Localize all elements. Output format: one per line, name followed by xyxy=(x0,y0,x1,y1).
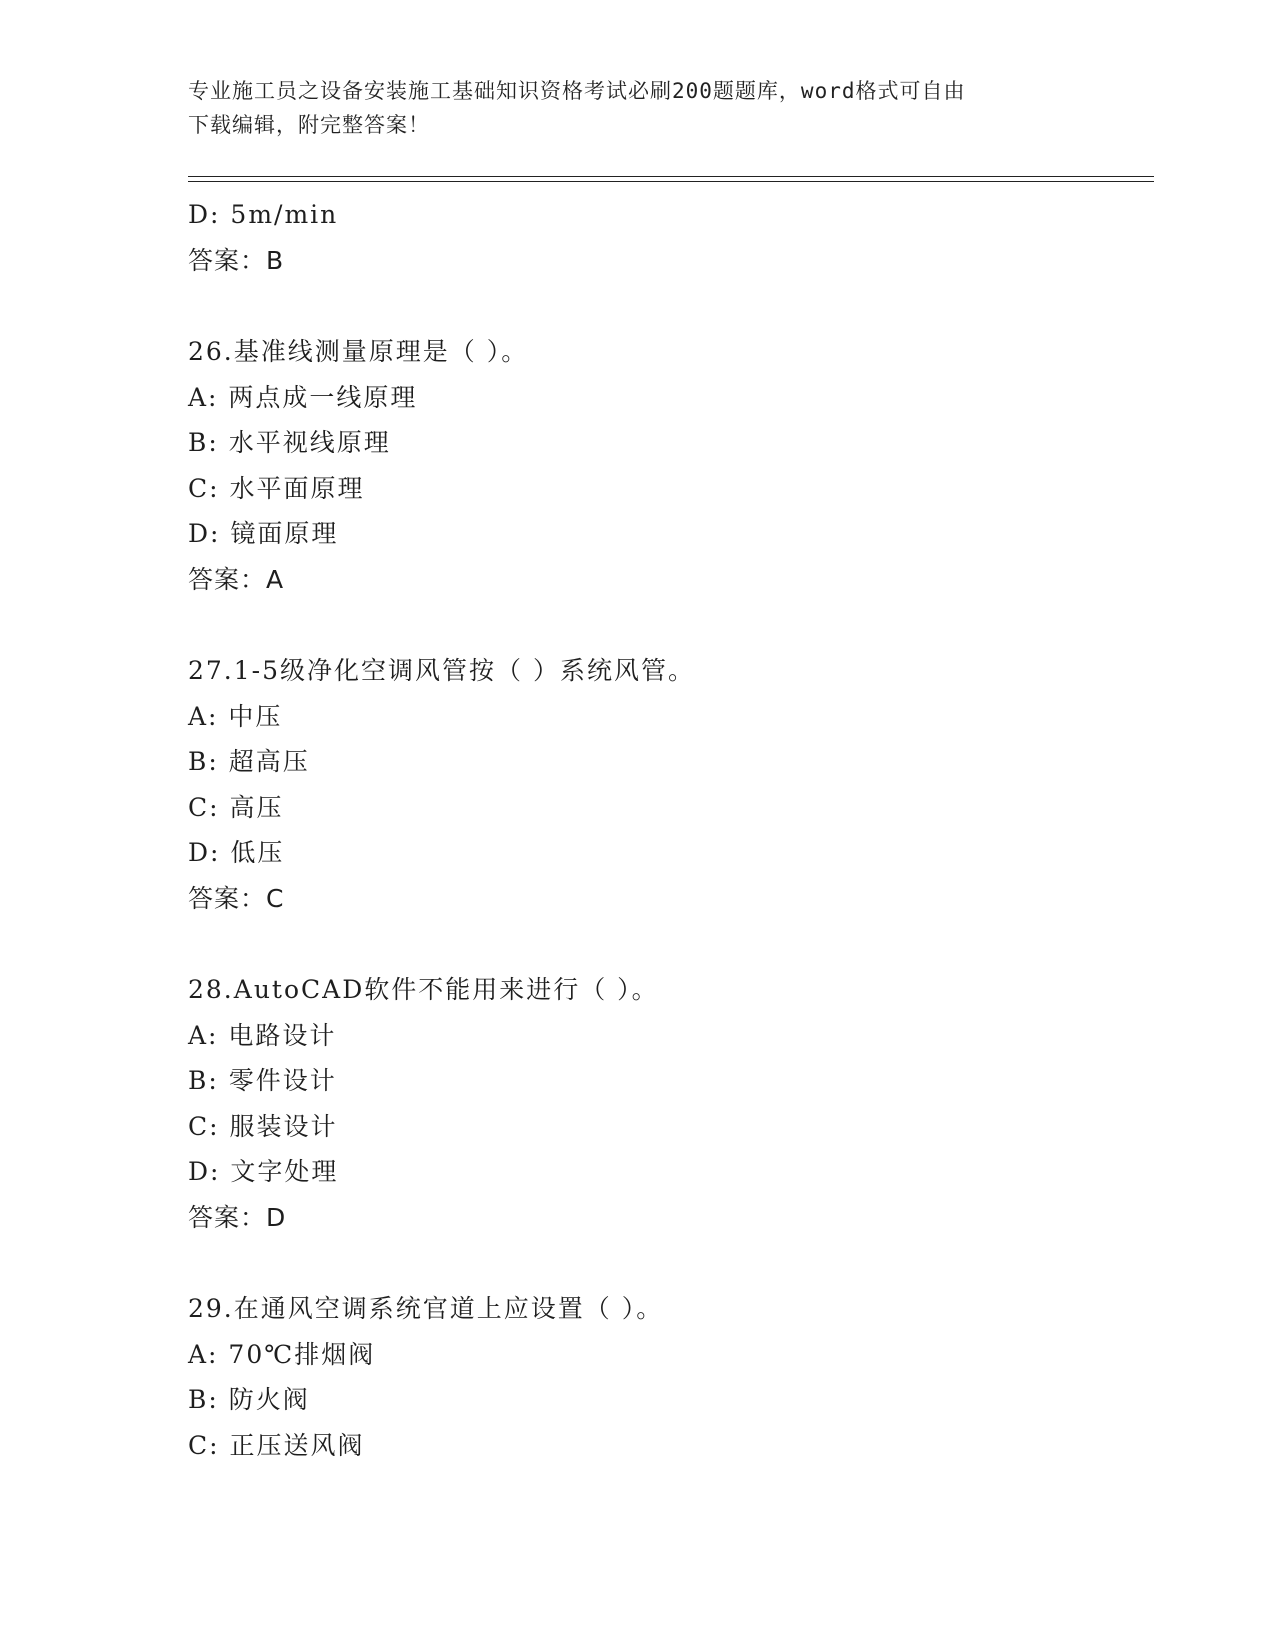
question-28-option-b: B: 零件设计 xyxy=(188,1066,337,1095)
question-26-option-d: D: 镜面原理 xyxy=(188,519,339,548)
prev-option-d: D: 5m/min xyxy=(188,200,339,229)
question-28-answer: 答案：D xyxy=(188,1202,287,1232)
question-27-option-b: B: 超高压 xyxy=(188,747,310,776)
question-26-stem: 26.基准线测量原理是（ ）。 xyxy=(188,337,529,366)
question-29-option-a: A: 70℃排烟阀 xyxy=(188,1339,376,1369)
question-27-option-a: A: 中压 xyxy=(188,701,283,731)
header-divider-bottom xyxy=(188,181,1154,182)
question-list xyxy=(188,192,1154,1468)
header-line-2: 下载编辑，附完整答案！ xyxy=(188,113,430,137)
question-27-answer: 答案：C xyxy=(188,883,285,913)
question-27-option-c: C: 高压 xyxy=(188,792,284,822)
document-header xyxy=(188,74,1068,142)
question-27-stem: 27.1-5级净化空调风管按（ ）系统风管。 xyxy=(188,656,695,685)
question-28-stem: 28.AutoCAD软件不能用来进行（ ）。 xyxy=(188,975,659,1004)
question-28-option-a: A: 电路设计 xyxy=(188,1020,337,1050)
question-28-option-c: C: 服装设计 xyxy=(188,1111,338,1141)
question-26-option-c: C: 水平面原理 xyxy=(188,473,365,503)
question-28-option-d: D: 文字处理 xyxy=(188,1157,339,1186)
header-divider-top xyxy=(188,176,1154,177)
question-26-option-b: B: 水平视线原理 xyxy=(188,428,391,457)
question-29-option-b: B: 防火阀 xyxy=(188,1385,310,1414)
prev-answer: 答案：B xyxy=(188,245,285,275)
question-29-stem: 29.在通风空调系统官道上应设置（ ）。 xyxy=(188,1294,664,1323)
question-29-option-c: C: 正压送风阀 xyxy=(188,1430,365,1460)
question-26-option-a: A: 两点成一线原理 xyxy=(188,382,418,412)
header-line-1: 专业施工员之设备安装施工基础知识资格考试必刷200题题库，word格式可自由 xyxy=(188,79,966,103)
question-27-option-d: D: 低压 xyxy=(188,838,285,867)
question-26-answer: 答案：A xyxy=(188,564,285,594)
